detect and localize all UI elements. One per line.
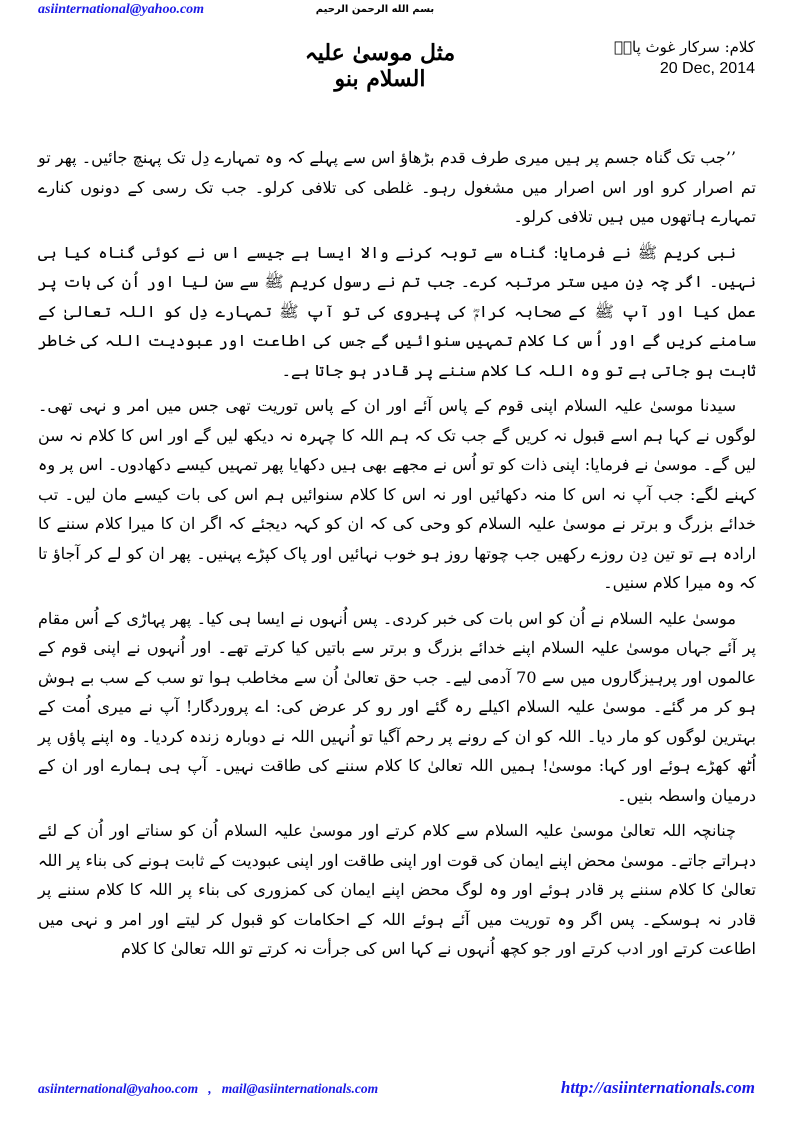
article-body	[38, 143, 756, 970]
paragraph: نبی کریم ﷺ نے فرمایا: گناہ سے توبہ کرنے والا ایسا ہے جیسے اس نے کوئی گناہ کیا ہی نہیں۔ اگر چہ دِن میں ستر مرتبہ کرے۔ جب تم نے رسول کریم ﷺ سے سن لیا اور اُن کی بات پر عمل کیا اور آپ ﷺ کے صحابہ کرامؓ کی پیروی کی تو آپ ﷺ تمہارے دِل کو اللہ تعالیٰ کے سامنے کریں گے اور اُس کا کلام تمہیں سنوائیں گے جس کی اطاعت اور عبودیت اللہ کی خاطر ثابت ہو جاتی ہے تو وہ اللہ کا کلام سننے پر قادر ہو جاتا ہے۔	[38, 242, 757, 380]
footer-email-links[interactable]: asiinternational@yahoo.com , mail@asiinternationals.com	[38, 1081, 379, 1096]
bismillah: بسم الله الرحمن الرحیم	[315, 4, 435, 15]
footer-website-link[interactable]: http://asiinternationals.com	[560, 1078, 755, 1097]
author-byline: کلام: سرکار غوث پاکؓ	[614, 38, 755, 56]
header-email-link[interactable]: asiinternational@yahoo.com	[38, 2, 205, 17]
paragraph: چنانچہ اللہ تعالیٰ موسیٰ علیہ السلام سے کلام کرتے اور موسیٰ علیہ السلام اُن کو سناتے اور اُن کے لئے دہراتے جاتے۔ موسیٰ محض اپنے ایمان کی قوت اور اپنی طاقت اور اپنی عبودیت کے ثابت ہونے کی بناء پر اللہ تعالیٰ کا کلام سننے پر قادر ہوئے اور وہ لوگ محض اپنے ایمان کی کمزوری کی بناء پر اللہ کا کلام سننے پر قادر نہ ہوسکے۔ پس اگر وہ توریت میں آئے ہوئے اللہ کے احکامات کو قبول کر لیتے اور امر و نہی میں اطاعت کرتے اور ادب کرتے اور جو کچھ اُنہوں نے کہا اس کی جرأت نہ کرتے تو اللہ تعالیٰ کا کلام	[38, 821, 756, 958]
page-title: مثل موسیٰ علیہ السلام بنو	[304, 40, 456, 92]
paragraph: ’’جب تک گناہ جسم پر ہیں میری طرف قدم بڑھاؤ اس سے پہلے کہ وہ تمہارے دِل تک پہنچ جائیں۔ پھر تو تم اصرار کرو اور اس اصرار میں مشغول رہو۔ غلطی کی تلافی کرلو۔ جب تک رسی کے دونوں کنارے تمہارے ہاتھوں میں ہیں تلافی کرلو۔	[38, 148, 756, 226]
publish-date: 20 Dec, 2014	[659, 60, 755, 77]
paragraph: سیدنا موسیٰ علیہ السلام اپنی قوم کے پاس آئے اور ان کے پاس توریت تھی جس میں امر و نہی تھی۔ لوگوں نے کہا ہم اسے قبول نہ کریں گے جب تک کہ ہم اللہ کا چہرہ نہ دیکھ لیں گے اور اس کا کلام نہ سن لیں گے۔ موسیٰ نے فرمایا: اپنی ذات کو تو اُس نے مجھے بھی ہیں دکھایا پھر تمہیں کیسے دکھادوں۔ اس پر وہ کہنے لگے: جب آپ نہ اس کا منہ دکھائیں اور نہ اس کا کلام سنوائیں ہم اس کی بات کیسے مان لیں۔ تب خدائے بزرگ و برتر نے موسیٰ علیہ السلام کو وحی کی کہ ان کو کہہ دیجئے کہ اگر ان کا میرا کلام سننے کا ارادہ ہے تو تین دِن روزے رکھیں جب چوتھا روز ہو خوب نہائیں اور پاک کپڑے پہنیں۔ پھر ان کو لے کر آجاؤ تا کہ وہ میرا کلام سنیں۔	[38, 396, 756, 592]
paragraph: موسیٰ علیہ السلام نے اُن کو اس بات کی خبر کردی۔ پس اُنہوں نے ایسا ہی کیا۔ پھر پہاڑی کے اُس مقام پر آئے جہاں موسیٰ علیہ السلام اپنے خدائے بزرگ و برتر سے باتیں کیا کرتے تھے۔ اور اُنہوں نے اپنی قوم کے عالموں اور پرہیزگاروں میں سے 70 آدمی لیے۔ جب حق تعالیٰ اُن سے مخاطب ہوا تو سب کے سب بے ہوش ہو کر مر گئے۔ موسیٰ علیہ السلام اکیلے رہ گئے اور رو کر عرض کی: اے پروردگار! آپ نے میری اُمت کے بہترین لوگوں کو مار دیا۔ اللہ کو ان کے رونے پر رحم آگیا تو اُنہیں اللہ نے دوبارہ زندہ کردیا۔ وہ اپنے پاؤں پر اُٹھ کھڑے ہوئے اور کہا: موسیٰ! ہمیں اللہ تعالیٰ کا کلام سننے کی طاقت نہیں۔ آپ ہی ہمارے اور ان کے درمیان واسطہ بنیں۔	[38, 608, 756, 805]
